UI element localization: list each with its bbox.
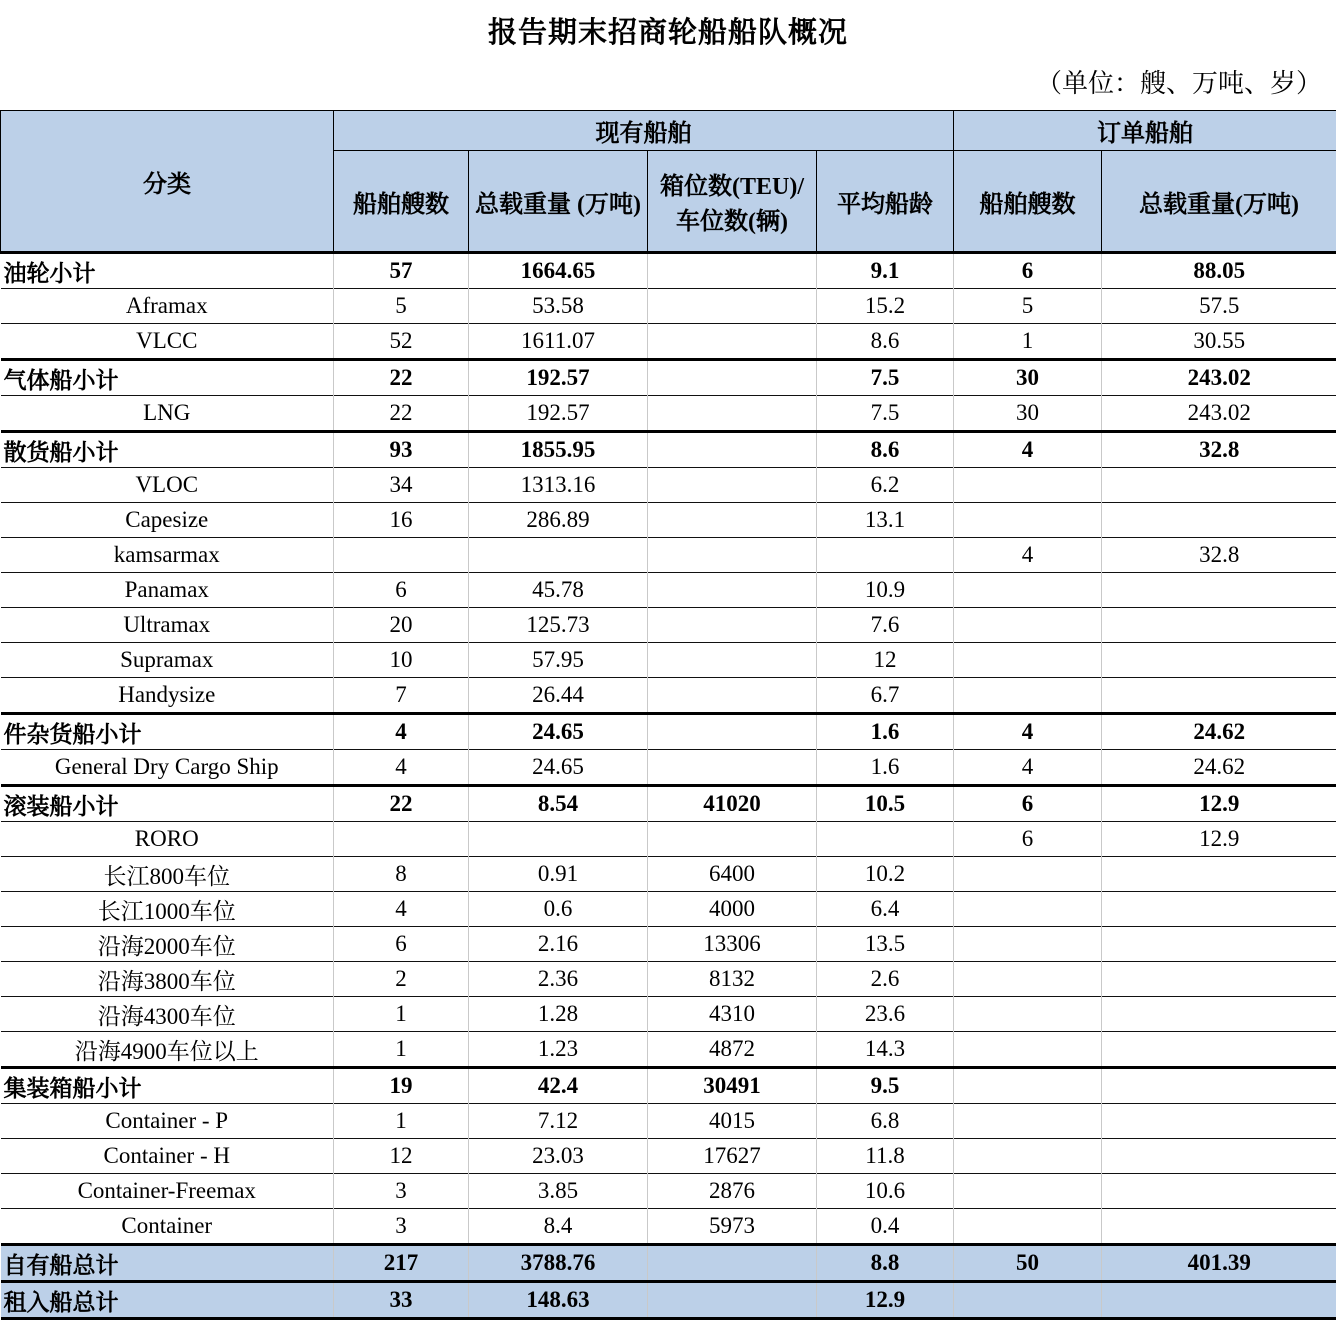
cell-order-ship-count — [954, 997, 1102, 1032]
cell-order-deadweight — [1102, 892, 1336, 927]
cell-order-deadweight — [1102, 857, 1336, 892]
cell-existing-ship-count: 5 — [334, 289, 469, 324]
cell-existing-ship-count: 3 — [334, 1174, 469, 1209]
cell-existing-ship-count: 34 — [334, 468, 469, 503]
header-order-deadweight: 总载重量(万吨) — [1102, 151, 1336, 253]
table-row — [1, 857, 1336, 892]
row-label: VLCC — [1, 324, 334, 360]
row-label: Container-Freemax — [1, 1174, 334, 1209]
cell-existing-ship-count: 4 — [334, 714, 469, 750]
table-row — [1, 678, 1336, 714]
cell-existing-deadweight: 2.16 — [469, 927, 648, 962]
cell-existing-teu-parking — [648, 432, 817, 468]
row-label: 长江800车位 — [1, 857, 334, 892]
cell-existing-ship-count: 22 — [334, 786, 469, 822]
cell-existing-deadweight: 8.54 — [469, 786, 648, 822]
cell-existing-teu-parking — [648, 643, 817, 678]
table-row — [1, 643, 1336, 678]
table-row — [1, 786, 1336, 822]
cell-existing-deadweight: 286.89 — [469, 503, 648, 538]
cell-order-ship-count — [954, 678, 1102, 714]
cell-existing-deadweight: 7.12 — [469, 1104, 648, 1139]
table-row — [1, 1068, 1336, 1104]
cell-existing-avg-age: 6.2 — [817, 468, 954, 503]
table-row — [1, 396, 1336, 432]
row-label: 沿海4300车位 — [1, 997, 334, 1032]
cell-existing-deadweight: 24.65 — [469, 714, 648, 750]
cell-existing-avg-age: 9.1 — [817, 253, 954, 289]
table-row — [1, 962, 1336, 997]
cell-existing-deadweight: 125.73 — [469, 608, 648, 643]
row-label: 散货船小计 — [1, 432, 334, 468]
cell-existing-deadweight: 0.91 — [469, 857, 648, 892]
cell-existing-teu-parking — [648, 1282, 817, 1319]
cell-existing-teu-parking — [648, 714, 817, 750]
cell-existing-ship-count — [334, 822, 469, 857]
cell-existing-teu-parking: 2876 — [648, 1174, 817, 1209]
row-label: Supramax — [1, 643, 334, 678]
cell-existing-ship-count: 33 — [334, 1282, 469, 1319]
cell-existing-deadweight — [469, 822, 648, 857]
cell-order-ship-count — [954, 1104, 1102, 1139]
cell-existing-avg-age: 10.5 — [817, 786, 954, 822]
header-existing-teu-parking: 箱位数(TEU)/车位数(辆) — [648, 151, 817, 253]
table-row — [1, 1032, 1336, 1068]
cell-existing-deadweight — [469, 538, 648, 573]
cell-order-ship-count: 1 — [954, 324, 1102, 360]
cell-existing-teu-parking — [648, 503, 817, 538]
header-existing-deadweight: 总载重量 (万吨) — [469, 151, 648, 253]
cell-order-ship-count — [954, 503, 1102, 538]
row-label: General Dry Cargo Ship — [1, 750, 334, 786]
cell-order-ship-count — [954, 468, 1102, 503]
cell-order-ship-count — [954, 1209, 1102, 1245]
cell-existing-avg-age: 13.5 — [817, 927, 954, 962]
table-row — [1, 1282, 1336, 1319]
row-label: 自有船总计 — [1, 1245, 334, 1282]
cell-order-ship-count — [954, 892, 1102, 927]
cell-order-deadweight: 401.39 — [1102, 1245, 1336, 1282]
cell-existing-ship-count: 1 — [334, 997, 469, 1032]
cell-order-deadweight: 12.9 — [1102, 822, 1336, 857]
cell-existing-teu-parking — [648, 1245, 817, 1282]
row-label: Capesize — [1, 503, 334, 538]
table-row — [1, 608, 1336, 643]
cell-existing-avg-age — [817, 822, 954, 857]
cell-existing-deadweight: 53.58 — [469, 289, 648, 324]
cell-existing-ship-count: 217 — [334, 1245, 469, 1282]
cell-order-ship-count: 4 — [954, 714, 1102, 750]
cell-order-ship-count — [954, 857, 1102, 892]
cell-existing-deadweight: 8.4 — [469, 1209, 648, 1245]
cell-existing-teu-parking: 13306 — [648, 927, 817, 962]
cell-order-ship-count — [954, 608, 1102, 643]
cell-existing-teu-parking — [648, 253, 817, 289]
cell-existing-ship-count: 93 — [334, 432, 469, 468]
cell-existing-ship-count: 10 — [334, 643, 469, 678]
row-label: RORO — [1, 822, 334, 857]
row-label: Panamax — [1, 573, 334, 608]
cell-existing-teu-parking: 4310 — [648, 997, 817, 1032]
table-row — [1, 538, 1336, 573]
cell-order-ship-count: 4 — [954, 750, 1102, 786]
cell-existing-ship-count: 16 — [334, 503, 469, 538]
report-page — [0, 10, 1336, 1320]
cell-order-deadweight — [1102, 997, 1336, 1032]
row-label: Container - P — [1, 1104, 334, 1139]
cell-order-deadweight: 57.5 — [1102, 289, 1336, 324]
table-row — [1, 360, 1336, 396]
row-label: 沿海2000车位 — [1, 927, 334, 962]
table-row — [1, 927, 1336, 962]
cell-existing-deadweight: 1855.95 — [469, 432, 648, 468]
cell-order-ship-count — [954, 1139, 1102, 1174]
header-group-row — [1, 111, 1336, 151]
cell-existing-ship-count: 22 — [334, 396, 469, 432]
cell-existing-avg-age: 11.8 — [817, 1139, 954, 1174]
table-row — [1, 289, 1336, 324]
cell-existing-avg-age: 8.8 — [817, 1245, 954, 1282]
cell-existing-ship-count: 2 — [334, 962, 469, 997]
row-label: 油轮小计 — [1, 253, 334, 289]
table-row — [1, 324, 1336, 360]
cell-order-ship-count: 4 — [954, 538, 1102, 573]
cell-existing-deadweight: 1313.16 — [469, 468, 648, 503]
cell-existing-ship-count: 8 — [334, 857, 469, 892]
row-label: 集装箱船小计 — [1, 1068, 334, 1104]
cell-existing-deadweight: 1.23 — [469, 1032, 648, 1068]
cell-existing-avg-age: 7.5 — [817, 360, 954, 396]
table-row — [1, 822, 1336, 857]
cell-order-deadweight: 88.05 — [1102, 253, 1336, 289]
cell-existing-teu-parking — [648, 468, 817, 503]
cell-existing-ship-count: 1 — [334, 1032, 469, 1068]
cell-existing-avg-age: 10.9 — [817, 573, 954, 608]
cell-existing-deadweight: 42.4 — [469, 1068, 648, 1104]
row-label: 租入船总计 — [1, 1282, 334, 1319]
cell-existing-avg-age: 14.3 — [817, 1032, 954, 1068]
cell-existing-teu-parking — [648, 289, 817, 324]
cell-existing-avg-age: 7.5 — [817, 396, 954, 432]
table-row — [1, 1209, 1336, 1245]
cell-existing-avg-age: 2.6 — [817, 962, 954, 997]
row-label: Container — [1, 1209, 334, 1245]
cell-order-deadweight — [1102, 1139, 1336, 1174]
cell-order-deadweight — [1102, 1209, 1336, 1245]
header-existing-avg-age: 平均船龄 — [817, 151, 954, 253]
cell-existing-teu-parking: 5973 — [648, 1209, 817, 1245]
cell-existing-teu-parking — [648, 678, 817, 714]
cell-existing-teu-parking: 8132 — [648, 962, 817, 997]
header-order-ship-count: 船舶艘数 — [954, 151, 1102, 253]
cell-existing-deadweight: 1611.07 — [469, 324, 648, 360]
cell-existing-teu-parking — [648, 822, 817, 857]
row-label: 件杂货船小计 — [1, 714, 334, 750]
cell-existing-teu-parking: 6400 — [648, 857, 817, 892]
table-row — [1, 1245, 1336, 1282]
cell-existing-ship-count — [334, 538, 469, 573]
cell-order-ship-count: 6 — [954, 822, 1102, 857]
cell-order-deadweight — [1102, 573, 1336, 608]
cell-order-deadweight — [1102, 503, 1336, 538]
table-row — [1, 468, 1336, 503]
cell-existing-ship-count: 6 — [334, 927, 469, 962]
cell-existing-avg-age: 6.4 — [817, 892, 954, 927]
cell-order-ship-count — [954, 962, 1102, 997]
cell-existing-ship-count: 7 — [334, 678, 469, 714]
table-row — [1, 892, 1336, 927]
cell-existing-deadweight: 23.03 — [469, 1139, 648, 1174]
cell-order-ship-count: 5 — [954, 289, 1102, 324]
cell-order-ship-count: 30 — [954, 396, 1102, 432]
header-order-ships-group: 订单船舶 — [954, 111, 1336, 151]
cell-existing-avg-age: 12.9 — [817, 1282, 954, 1319]
cell-order-ship-count — [954, 927, 1102, 962]
cell-order-ship-count: 6 — [954, 786, 1102, 822]
cell-order-deadweight: 12.9 — [1102, 786, 1336, 822]
cell-existing-teu-parking: 4000 — [648, 892, 817, 927]
cell-existing-avg-age: 10.2 — [817, 857, 954, 892]
cell-existing-avg-age: 7.6 — [817, 608, 954, 643]
table-row — [1, 432, 1336, 468]
header-category: 分类 — [1, 111, 334, 253]
cell-order-deadweight: 32.8 — [1102, 538, 1336, 573]
cell-existing-teu-parking: 41020 — [648, 786, 817, 822]
row-label: LNG — [1, 396, 334, 432]
row-label: 长江1000车位 — [1, 892, 334, 927]
cell-existing-teu-parking: 4015 — [648, 1104, 817, 1139]
cell-order-deadweight: 24.62 — [1102, 714, 1336, 750]
cell-existing-ship-count: 3 — [334, 1209, 469, 1245]
cell-order-deadweight — [1102, 1282, 1336, 1319]
cell-existing-avg-age: 6.7 — [817, 678, 954, 714]
cell-order-deadweight — [1102, 1104, 1336, 1139]
cell-order-deadweight: 32.8 — [1102, 432, 1336, 468]
cell-order-ship-count: 50 — [954, 1245, 1102, 1282]
cell-existing-ship-count: 52 — [334, 324, 469, 360]
cell-existing-teu-parking — [648, 573, 817, 608]
cell-existing-avg-age — [817, 538, 954, 573]
cell-existing-deadweight: 148.63 — [469, 1282, 648, 1319]
cell-order-deadweight — [1102, 608, 1336, 643]
header-existing-ships-group: 现有船舶 — [334, 111, 954, 151]
cell-existing-deadweight: 24.65 — [469, 750, 648, 786]
cell-order-ship-count: 6 — [954, 253, 1102, 289]
cell-existing-avg-age: 6.8 — [817, 1104, 954, 1139]
cell-order-ship-count — [954, 1282, 1102, 1319]
cell-existing-ship-count: 19 — [334, 1068, 469, 1104]
cell-order-ship-count: 30 — [954, 360, 1102, 396]
cell-existing-avg-age: 13.1 — [817, 503, 954, 538]
cell-existing-teu-parking: 17627 — [648, 1139, 817, 1174]
table-row — [1, 253, 1336, 289]
page-title: 报告期末招商轮船船队概况 — [487, 17, 848, 49]
table-row — [1, 997, 1336, 1032]
cell-order-deadweight — [1102, 962, 1336, 997]
cell-existing-avg-age: 8.6 — [817, 324, 954, 360]
row-label: Handysize — [1, 678, 334, 714]
cell-order-deadweight — [1102, 1174, 1336, 1209]
row-label: kamsarmax — [1, 538, 334, 573]
unit-note: （单位：艘、万吨、岁） — [1035, 69, 1322, 98]
row-label: Aframax — [1, 289, 334, 324]
row-label: 沿海4900车位以上 — [1, 1032, 334, 1068]
cell-order-ship-count — [954, 643, 1102, 678]
table-row — [1, 1104, 1336, 1139]
cell-order-deadweight — [1102, 927, 1336, 962]
cell-order-deadweight — [1102, 1032, 1336, 1068]
row-label: Container - H — [1, 1139, 334, 1174]
cell-existing-deadweight: 3788.76 — [469, 1245, 648, 1282]
cell-existing-teu-parking — [648, 324, 817, 360]
cell-order-deadweight — [1102, 643, 1336, 678]
cell-order-ship-count — [954, 573, 1102, 608]
cell-order-deadweight: 30.55 — [1102, 324, 1336, 360]
cell-existing-ship-count: 22 — [334, 360, 469, 396]
cell-existing-avg-age: 1.6 — [817, 714, 954, 750]
table-row — [1, 573, 1336, 608]
cell-existing-deadweight: 57.95 — [469, 643, 648, 678]
cell-existing-teu-parking — [648, 538, 817, 573]
cell-order-deadweight: 24.62 — [1102, 750, 1336, 786]
cell-order-deadweight — [1102, 1068, 1336, 1104]
row-label: 滚装船小计 — [1, 786, 334, 822]
cell-existing-teu-parking — [648, 750, 817, 786]
table-row — [1, 714, 1336, 750]
cell-existing-deadweight: 1664.65 — [469, 253, 648, 289]
cell-existing-deadweight: 0.6 — [469, 892, 648, 927]
row-label: 沿海3800车位 — [1, 962, 334, 997]
row-label: Ultramax — [1, 608, 334, 643]
cell-existing-deadweight: 3.85 — [469, 1174, 648, 1209]
row-label: 气体船小计 — [1, 360, 334, 396]
cell-existing-teu-parking: 4872 — [648, 1032, 817, 1068]
header-existing-ship-count: 船舶艘数 — [334, 151, 469, 253]
row-label: VLOC — [1, 468, 334, 503]
cell-existing-deadweight: 192.57 — [469, 360, 648, 396]
cell-existing-avg-age: 12 — [817, 643, 954, 678]
cell-existing-avg-age: 1.6 — [817, 750, 954, 786]
fleet-table-header — [1, 111, 1336, 253]
cell-existing-avg-age: 23.6 — [817, 997, 954, 1032]
cell-existing-avg-age: 9.5 — [817, 1068, 954, 1104]
cell-existing-teu-parking — [648, 608, 817, 643]
cell-existing-avg-age: 15.2 — [817, 289, 954, 324]
table-row — [1, 1174, 1336, 1209]
cell-existing-avg-age: 10.6 — [817, 1174, 954, 1209]
table-row — [1, 503, 1336, 538]
cell-existing-deadweight: 26.44 — [469, 678, 648, 714]
cell-existing-teu-parking: 30491 — [648, 1068, 817, 1104]
cell-order-ship-count: 4 — [954, 432, 1102, 468]
cell-order-ship-count — [954, 1068, 1102, 1104]
fleet-table — [0, 110, 1336, 1320]
cell-existing-avg-age: 8.6 — [817, 432, 954, 468]
cell-existing-avg-age: 0.4 — [817, 1209, 954, 1245]
cell-existing-teu-parking — [648, 360, 817, 396]
cell-order-ship-count — [954, 1174, 1102, 1209]
cell-order-ship-count — [954, 1032, 1102, 1068]
cell-existing-ship-count: 4 — [334, 892, 469, 927]
table-row — [1, 1139, 1336, 1174]
cell-existing-deadweight: 45.78 — [469, 573, 648, 608]
cell-existing-deadweight: 2.36 — [469, 962, 648, 997]
cell-order-deadweight: 243.02 — [1102, 360, 1336, 396]
cell-order-deadweight — [1102, 468, 1336, 503]
table-row — [1, 750, 1336, 786]
cell-existing-ship-count: 4 — [334, 750, 469, 786]
fleet-table-body — [1, 253, 1336, 1319]
cell-existing-deadweight: 192.57 — [469, 396, 648, 432]
cell-existing-ship-count: 20 — [334, 608, 469, 643]
cell-existing-deadweight: 1.28 — [469, 997, 648, 1032]
cell-existing-ship-count: 1 — [334, 1104, 469, 1139]
cell-existing-ship-count: 57 — [334, 253, 469, 289]
cell-existing-ship-count: 6 — [334, 573, 469, 608]
cell-existing-teu-parking — [648, 396, 817, 432]
cell-order-deadweight — [1102, 678, 1336, 714]
cell-existing-ship-count: 12 — [334, 1139, 469, 1174]
cell-order-deadweight: 243.02 — [1102, 396, 1336, 432]
